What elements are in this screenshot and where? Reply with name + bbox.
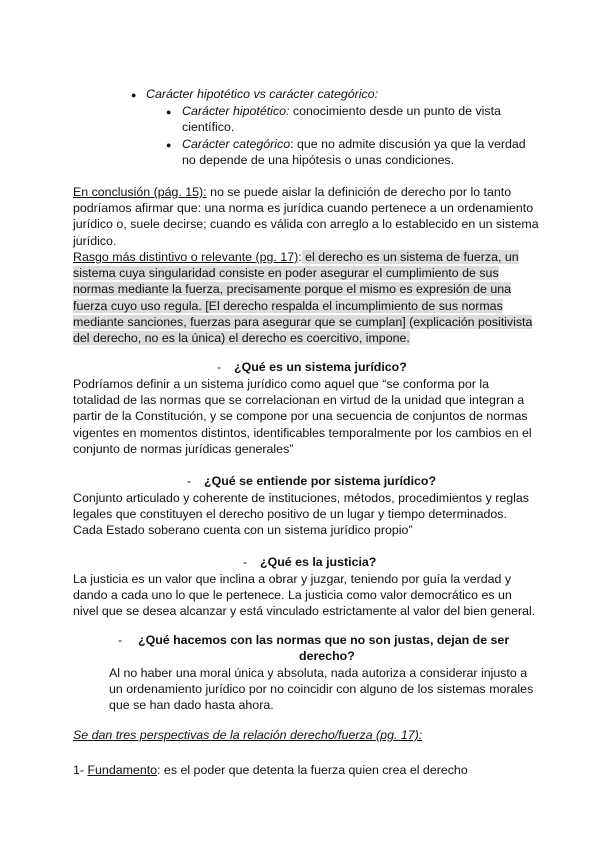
rasgo-text: el derecho es un sistema de fuerza, un [301,250,519,264]
heading-dash: - [217,360,222,374]
perspective-item-1-number: 1- [73,763,88,777]
bullet-main: Carácter hipotético vs carácter categórico: [146,87,379,101]
heading-dash: - [243,555,248,569]
rasgo-text-5: mediante sanciones, fuerzas para asegurar que se cumplan] (explicación positivista [73,314,533,329]
conclusion-text-2: podríamos afirmar que: una norma es jurídica cuando pertenece a un ordenamiento [73,201,534,216]
perspective-item-1-label: Fundamento [87,763,158,777]
conclusion-text-3: jurídico o, suele decirse; cuando es válida con arreglo a lo establecido en un sistema [73,217,539,232]
rasgo-label: Rasgo más distintivo o relevante (pg. 17) [73,250,299,264]
bullet-dot: ● [131,90,137,100]
heading-dash: - [187,474,192,488]
bullet-dot: ● [166,140,172,150]
q3-heading: ¿Qué es la justicia? [260,555,377,569]
q3-paragraph [73,571,535,620]
q1-paragraph [73,376,532,457]
rasgo-text-2: sistema cuya singularidad consiste en poder asegurar el cumplimiento de sus [73,266,499,281]
rasgo-colon: : [298,250,302,264]
bullet-sub-hipotetico [182,103,501,135]
q4-text-3: que se han dado hasta ahora. [109,698,274,713]
q4-text-2: un ordenamiento jurídico por no coincidir con alguno de los sistemas morales [109,682,534,697]
rasgo-text-4: fuerza cuyo uso regula. [El derecho respalda el incumplimiento de sus normas [73,298,503,313]
q2-paragraph [73,490,529,539]
q2-heading: ¿Qué se entiende por sistema jurídico? [204,474,437,488]
q4-heading: ¿Qué hacemos con las normas que no son justas, dejan de ser [138,633,510,647]
q4-heading-2: derecho? [299,649,355,663]
q4-paragraph [109,665,533,714]
q3-text-1: La justicia es un valor que inclina a obrar y juzgar, teniendo por guía la verdad y [73,572,512,586]
perspective-item-1-text: : es el poder que detenta la fuerza quien crea el derecho [157,763,468,777]
bullet-sub1-text: conocimiento desde un punto de vista [289,104,501,118]
perspectives-heading: Se dan tres perspectivas de la relación derecho/fuerza (pg. 17): [73,728,423,742]
bullet-sub-categorico [182,136,526,168]
q1-text-4: vigentes en momentos distintos, identificables temporalmente por los cambios en el [73,425,532,440]
bullet-sub2-text: : que no admite discusión ya que la verdad [290,137,526,151]
q2-text-3: Cada Estado soberano cuenta con un sistema jurídico propio” [73,523,413,538]
conclusion-label: En conclusión (pág. 15): [73,185,207,199]
rasgo-text-3: normas mediante la fuerza, precisamente porque el mismo es expresión de una [73,282,512,297]
q1-text-2: totalidad de las normas que se correlacionan en virtud de la unidad que integran a [73,393,525,408]
perspective-item-1 [73,762,468,778]
q4-text-1: Al no haber una moral única y absoluta, nada autoriza a considerar injusto a [109,666,528,680]
q1-heading: ¿Qué es un sistema jurídico? [234,360,407,374]
bullet-sub2-label: Carácter categórico [182,137,291,151]
conclusion-text: no se puede aislar la definición de derecho por lo tanto [206,185,512,199]
q2-text-1: Conjunto articulado y coherente de instituciones, métodos, procedimientos y reglas [73,491,529,505]
bullet-sub2-text-2: no depende de una hipótesis o unas condiciones. [182,153,455,168]
bullet-dot: ● [166,107,172,117]
bullet-sub1-text-2: científico. [182,120,235,135]
rasgo-paragraph [73,249,532,346]
bullet-sub1-label: Carácter hipotético: [182,104,290,118]
q1-text-3: partir de la Constitución, y se compone por una secuencia de conjuntos de normas [73,409,528,424]
q3-text-3: nivel que se desea alcanzar y está vinculado estrictamente al valor del bien general. [73,604,536,619]
rasgo-text-6: del derecho, no es la única) el derecho es coercitivo, impone. [73,331,410,346]
q1-text-1: Podríamos definir a un sistema jurídico como aquel que “se conforma por la [73,377,489,391]
heading-dash: - [118,633,123,647]
conclusion-text-4: jurídico. [73,233,117,248]
conclusion-paragraph [73,184,539,249]
q2-text-2: legales que constituyen el derecho positivo de un lugar y tiempo determinados. [73,507,507,522]
q3-text-2: dando a cada uno lo que le pertenece. La justicia como valor democrático es un [73,588,512,603]
q1-text-5: conjunto de normas jurídicas generales” [73,441,294,456]
